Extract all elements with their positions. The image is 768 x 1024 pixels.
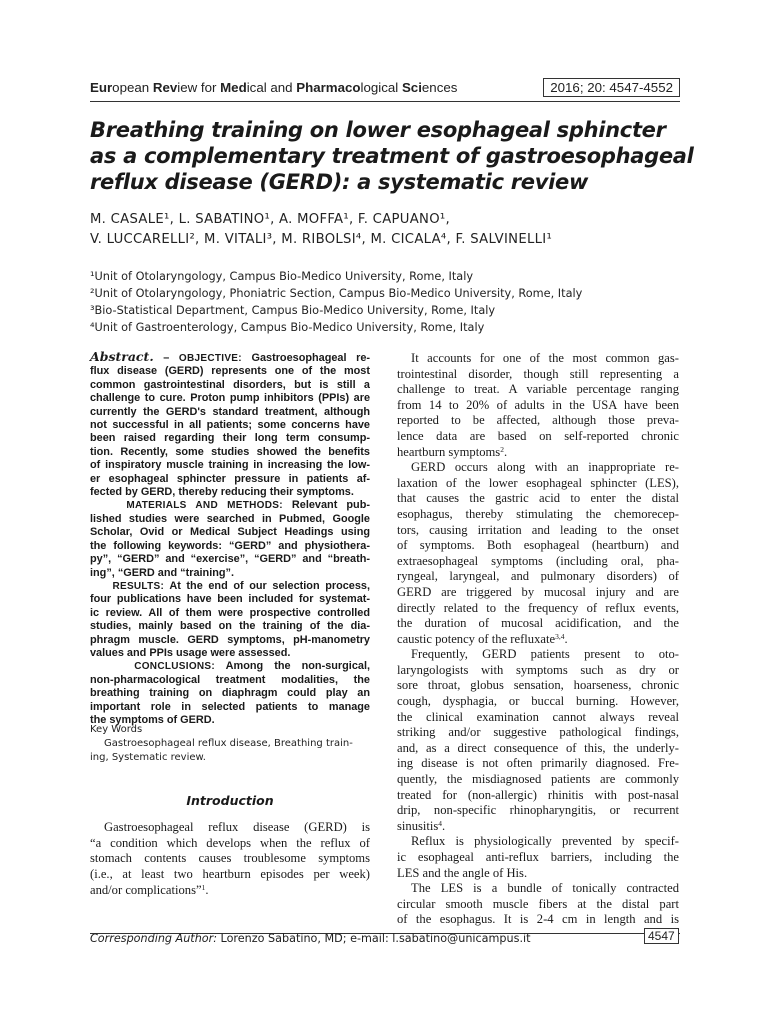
body-line: Frequently, GERD patients present to oto- <box>411 647 679 662</box>
body-line: circular smooth muscle fibers at the distal part <box>397 896 679 911</box>
abstract-line: four publications have been included for systemat- <box>90 593 370 606</box>
abstract-line: non-pharmacological treatment modalities, the <box>90 673 370 686</box>
body-line: that causes the gastric acid to enter the distal <box>397 491 679 506</box>
journal-name-part: ences <box>421 80 458 95</box>
key-words-label: Key Words <box>90 724 143 735</box>
body-line: extraesophageal symptoms (including oral, pha- <box>397 553 679 568</box>
body-line: the duration of mucosal acidification, and the <box>397 616 679 631</box>
abstract-line: fected by GERD, thereby reducing their symptoms. <box>90 486 354 499</box>
body-line: esophagus, thereby stimulating the chemorecep- <box>397 506 679 521</box>
affiliation: ³Bio-Statistical Department, Campus Bio-Medico University, Rome, Italy <box>90 304 496 317</box>
abstract-line: er esophageal sphincter pressure in patients af- <box>90 472 370 485</box>
affiliation: ⁴Unit of Gastroenterology, Campus Bio-Medico University, Rome, Italy <box>90 321 485 334</box>
body-line: and/or complications”$^1$. <box>90 882 209 897</box>
abstract-line: breathing training on diaphragm could play an <box>90 687 370 700</box>
author-list <box>90 210 690 250</box>
article-title <box>90 117 694 195</box>
body-line: It accounts for one of the most common gas- <box>411 351 679 365</box>
body-line: LES and the angle of His. <box>397 865 528 880</box>
body-line: drip, non-specific rhinopharyngitis, or recurrent <box>397 803 679 818</box>
abstract-line: common gastrointestinal disorders, but is still a <box>90 378 370 391</box>
body-line: ic esophageal anti-reflux barriers, including the <box>397 850 679 864</box>
body-line: striking and/or suggestive pathological findings, <box>397 725 679 740</box>
abstract-line: ing”, “GERD and “training”. <box>90 566 234 579</box>
abstract-line: phragm muscle. GERD symptoms, pH-manometry <box>90 633 370 646</box>
journal-name-part: Med <box>220 80 247 95</box>
journal-name-part: iew for <box>177 80 221 95</box>
abstract-line: important role in selected patients to manage <box>90 700 370 713</box>
abstract-line: MATERIALS AND METHODS: Relevant pub- <box>126 499 370 512</box>
introduction-heading: Introduction <box>186 793 274 808</box>
journal-name-part: Rev <box>152 80 178 95</box>
journal-header <box>90 78 680 100</box>
key-words-line: ing, Systematic review. <box>90 752 206 763</box>
abstract-line: been raised regarding their long term consump- <box>90 432 370 445</box>
corresponding-author <box>90 932 531 945</box>
page-number: 4547 <box>644 928 679 944</box>
affiliations <box>90 268 690 336</box>
journal-name-part: logical <box>360 80 402 95</box>
body-line: cough, dysphagia, or buccal burning. However, <box>397 694 679 709</box>
methods-label: MATERIALS AND METHODS: <box>126 500 283 512</box>
body-line: (i.e., at least two heartburn episodes per week) <box>90 867 370 882</box>
body-line: Gastroesophageal reflux disease (GERD) is <box>104 820 370 834</box>
body-line: laryngologists with symptoms such as dry or <box>397 662 679 677</box>
body-line: caustic potency of the refluxate$^{3,4}$. <box>397 631 568 646</box>
affiliation: ²Unit of Otolaryngology, Phoniatric Section, Campus Bio-Medico University, Rome, Italy <box>90 287 583 300</box>
body-line: trointestinal disorder, though still representing a <box>397 366 679 381</box>
abstract-line: flux disease (GERD) represents one of the most <box>90 365 370 378</box>
body-line: challenge to treat. A variable percentage ranging <box>397 382 679 397</box>
key-words-line: Gastroesophageal reflux disease, Breathing train- <box>104 738 353 749</box>
body-line: Reflux is physiologically prevented by specif- <box>411 834 679 849</box>
body-line: GERD are triggered by mucosal injury and are <box>397 584 679 599</box>
title-line: reflux disease (GERD): a systematic review <box>90 170 589 194</box>
introduction-paragraph <box>90 820 370 899</box>
body-line: reported to be affected, although those preva- <box>397 413 679 428</box>
header-rule <box>90 101 680 102</box>
body-line: stomach contents causes troublesome symptoms <box>90 851 370 866</box>
abstract-line: lished studies were searched in Pubmed, Google <box>90 512 370 525</box>
body-line: “a condition which develops when the reflux of <box>90 835 370 850</box>
corresponding-text: Lorenzo Sabatino, MD; e-mail: l.sabatino@unicampus.it <box>217 932 531 945</box>
corresponding-label: Corresponding Author: <box>90 932 217 945</box>
abstract-line: RESULTS: At the end of our selection process, <box>112 579 371 592</box>
body-line: laxation of the lower esophageal sphincter (LES), <box>397 475 679 490</box>
body-line: lence data are based on self-reported chronic <box>397 428 679 443</box>
body-line: directly related to the frequency of reflux events, <box>397 600 679 615</box>
abstract-line: tion. Recently, some studies showed the benefits <box>90 445 370 458</box>
body-line: quently, the misdiagnosed patients are commonly <box>397 772 679 787</box>
abstract-line: the following keywords: “GERD” and physiothera- <box>90 539 370 552</box>
author-line: M. CASALE¹, L. SABATINO¹, A. MOFFA¹, F. CAPUANO¹, <box>90 212 450 227</box>
journal-name <box>90 80 457 95</box>
objective-label: OBJECTIVE: <box>178 353 242 364</box>
abstract <box>90 350 370 727</box>
abstract-line: py”, “GERD” and “exercise”, “GERD” and “breath- <box>90 553 370 566</box>
body-line: The LES is a bundle of tonically contracted <box>411 881 679 896</box>
citation-box: 2016; 20: 4547-4552 <box>543 78 680 97</box>
abstract-heading: Abstract. <box>90 349 154 364</box>
abstract-line: CONCLUSIONS: Among the non-surgical, <box>134 660 370 673</box>
right-column <box>397 351 679 928</box>
journal-name-part: Sci <box>401 80 422 95</box>
title-line: Breathing training on lower esophageal sphincter <box>90 118 666 142</box>
abstract-line: of inspiratory muscle training in increasing the low- <box>90 459 370 472</box>
abstract-line: studies, mainly based on the training of the dia- <box>90 620 370 633</box>
abstract-line: values and PPIs usage were assessed. <box>90 646 291 659</box>
body-line: of symptoms. Both esophageal (heartburn) and <box>397 538 679 553</box>
conclusions-label: CONCLUSIONS: <box>134 661 216 673</box>
abstract-line: the symptoms of GERD. <box>90 713 215 726</box>
journal-name-part: ical and <box>246 80 297 95</box>
body-line: GERD occurs along with an inappropriate re- <box>411 460 679 475</box>
body-line: and, as a direct consequence of this, the underly- <box>397 740 679 755</box>
body-line: sinusitis$^4$. <box>397 818 446 833</box>
body-line: of the esophagus. It is 2-4 cm in length and is <box>397 912 679 927</box>
results-label: RESULTS: <box>112 580 165 592</box>
abstract-line: Abstract. – OBJECTIVE: Gastroesophageal re- <box>90 349 371 364</box>
body-line: the clinical examination cannot always reveal <box>397 709 679 724</box>
body-line: from 14 to 20% of adults in the USA have been <box>397 397 679 412</box>
abstract-line: not successful in all patients; some concerns have <box>90 419 370 432</box>
journal-name-part: opean <box>112 80 153 95</box>
journal-name-part: Pharmaco <box>296 80 361 95</box>
abstract-line: currently the GERD's standard treatment, although <box>90 405 370 418</box>
abstract-line: Scholar, Ovid or Medical Subject Headings using <box>90 526 370 539</box>
abstract-line: challenge to cure. Proton pump inhibitors (PPIs) are <box>90 392 370 405</box>
body-line: ing disease is not often primarily diagnosed. Fre- <box>397 756 679 771</box>
body-line: tors, causing irritation and leading to the onset <box>397 522 679 537</box>
title-line: as a complementary treatment of gastroesophageal <box>90 144 694 168</box>
affiliation: ¹Unit of Otolaryngology, Campus Bio-Medico University, Rome, Italy <box>90 270 474 283</box>
key-words <box>90 723 370 765</box>
body-line: heartburn symptoms$^2$. <box>397 444 508 459</box>
body-line: ryngeal, laryngeal, and pulmonary disorders) of <box>397 569 679 584</box>
journal-name-part: Eur <box>90 80 113 95</box>
body-line: treated for (non-allergic) rhinitis with post-nasal <box>397 787 679 802</box>
body-line: sore throat, globus sensation, hoarseness, chronic <box>397 678 679 693</box>
author-line: V. LUCCARELLI², M. VITALI³, M. RIBOLSI⁴, M. CICALA⁴, F. SALVINELLI¹ <box>90 232 553 247</box>
abstract-line: ic review. All of them were prospective controlled <box>90 606 370 619</box>
